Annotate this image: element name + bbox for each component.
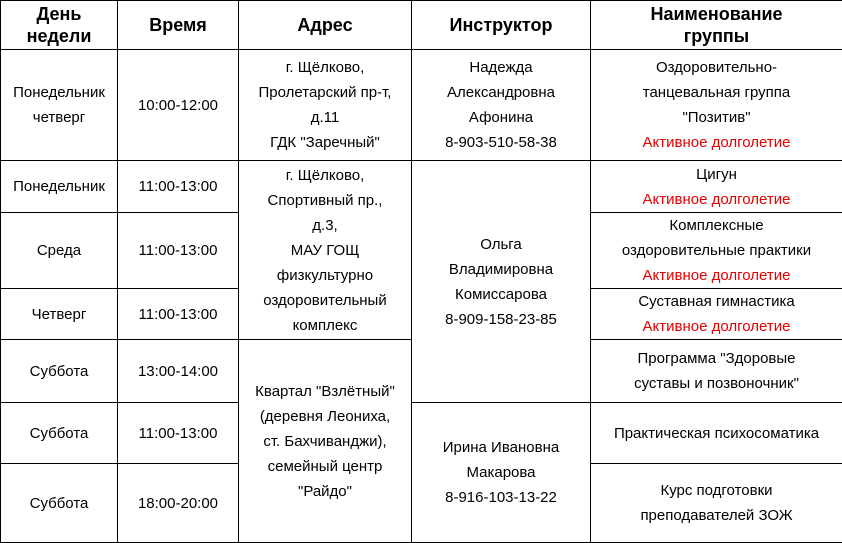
header-time: Время (118, 1, 239, 50)
time-cell: 10:00-12:00 (118, 50, 239, 161)
group-cell: Цигун Активное долголетие (591, 161, 842, 213)
group-cell: Комплексные оздоровительные практики Активное долголетие (591, 213, 842, 289)
instructor-cell: Надежда Александровна Афонина 8-903-510-58-38 (412, 50, 591, 161)
header-day: День недели (1, 1, 118, 50)
time-cell: 13:00-14:00 (118, 340, 239, 403)
day-cell: Суббота (1, 403, 118, 464)
time-cell: 18:00-20:00 (118, 464, 239, 543)
table-row (1, 50, 842, 161)
day-cell: Понедельник четверг (1, 50, 118, 161)
header-address: Адрес (239, 1, 412, 50)
header-row (1, 1, 842, 50)
day-cell: Понедельник (1, 161, 118, 213)
address-cell: г. Щёлково, Спортивный пр., д.3, МАУ ГОЩ физкультурно оздоровительный комплекс (239, 161, 412, 340)
address-cell: г. Щёлково, Пролетарский пр-т, д.11 ГДК "Заречный" (239, 50, 412, 161)
time-cell: 11:00-13:00 (118, 161, 239, 213)
day-cell: Четверг (1, 289, 118, 340)
header-group: Наименование группы (591, 1, 842, 50)
group-note: Активное долголетие (642, 318, 791, 335)
time-cell: 11:00-13:00 (118, 403, 239, 464)
group-cell: Суставная гимнастика Активное долголетие (591, 289, 842, 340)
group-note: Активное долголетие (642, 190, 791, 208)
time-cell: 11:00-13:00 (118, 213, 239, 289)
day-cell: Среда (1, 213, 118, 289)
group-note: Активное долголетие (642, 267, 791, 284)
address-cell: Квартал "Взлётный" (деревня Леониха, ст. Бахчиванджи), семейный центр "Райдо" (239, 340, 412, 543)
group-note: Активное долголетие (642, 134, 791, 151)
group-cell: Курс подготовки преподавателей ЗОЖ (591, 464, 842, 543)
day-cell: Суббота (1, 340, 118, 403)
day-cell: Суббота (1, 464, 118, 543)
instructor-cell: Ирина Ивановна Макарова 8-916-103-13-22 (412, 403, 591, 543)
table-row (1, 161, 842, 213)
header-instructor: Инструктор (412, 1, 591, 50)
table-row (1, 403, 842, 464)
instructor-cell: Ольга Владимировна Комиссарова 8-909-158-23-85 (412, 161, 591, 403)
time-cell: 11:00-13:00 (118, 289, 239, 340)
group-cell: Программа "Здоровые суставы и позвоночник" (591, 340, 842, 403)
group-cell: Оздоровительно- танцевальная группа "Позитив" Активное долголетие (591, 50, 842, 161)
group-cell: Практическая психосоматика (591, 403, 842, 464)
